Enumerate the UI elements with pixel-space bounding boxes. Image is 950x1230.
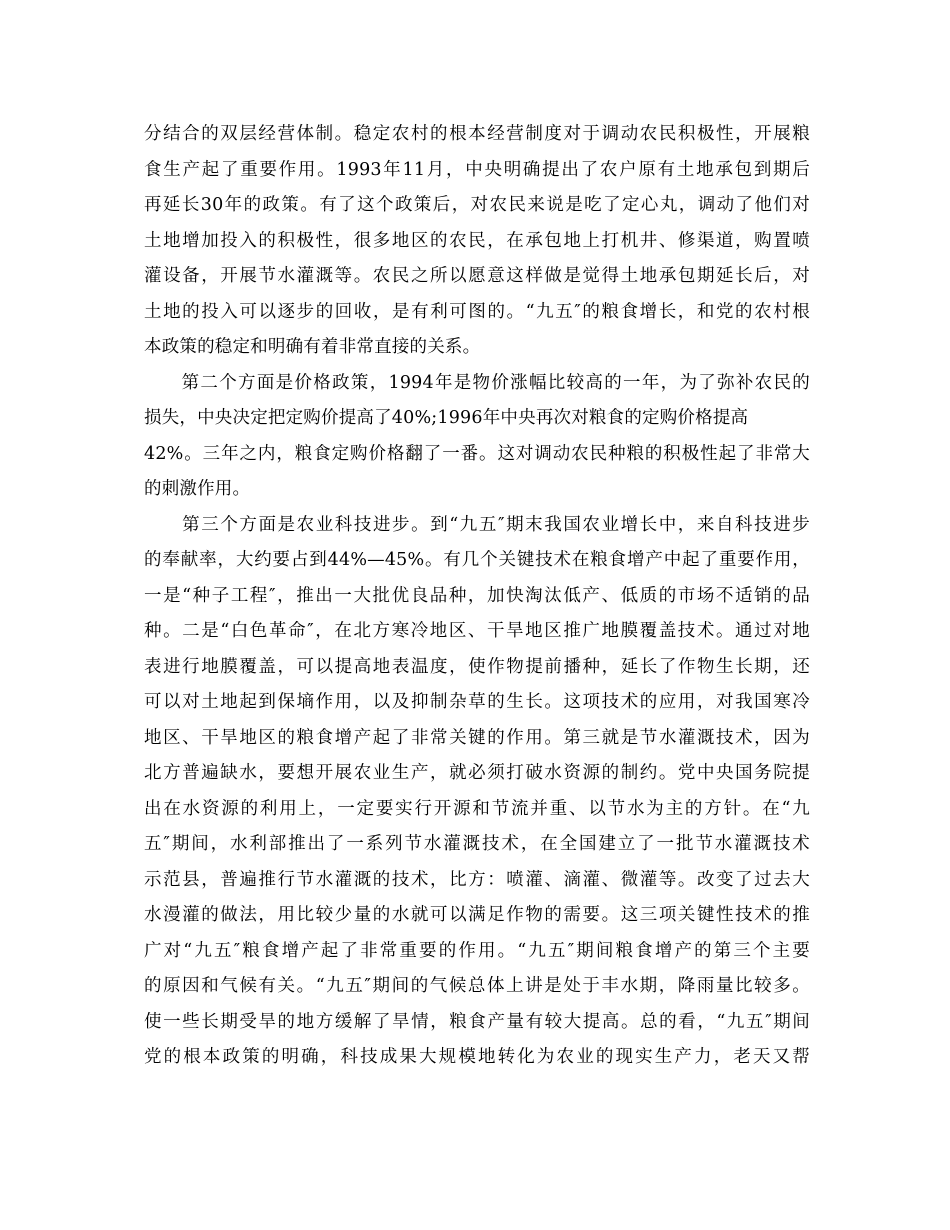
- text-line: 广对“九五″粮食增产起了非常重要的作用。“九五″期间粮食增产的第三个主要: [144, 940, 810, 961]
- text-line: 一是“种子工程″，推出一大批优良品种，加快淘汰低产、低质的市场不适销的品: [144, 585, 810, 606]
- text-line: 种。二是“白色革命″，在北方寒冷地区、干旱地区推广地膜覆盖技术。通过对地: [144, 621, 810, 641]
- text-line: 的原因和气候有关。“九五″期间的气候总体上讲是处于丰水期，降雨量比较多。: [144, 976, 810, 996]
- document-body-text: [144, 117, 810, 1076]
- text-line: 表进行地膜覆盖，可以提高地表温度，使作物提前播种，延长了作物生长期，还: [144, 656, 810, 677]
- text-line: 出在水资源的利用上，一定要实行开源和节流并重、以节水为主的方针。在“九: [144, 798, 810, 819]
- text-line: 土地增加投入的积极性，很多地区的农民，在承包地上打机井、修渠道，购置喷: [144, 230, 810, 251]
- text-line: 党的根本政策的明确，科技成果大规模地转化为农业的现实生产力，老天又帮: [144, 1047, 810, 1067]
- text-line: 土地的投入可以逐步的回收，是有利可图的。“九五″的粮食增长，和党的农村根: [144, 301, 810, 322]
- text-line: 北方普遍缺水，要想开展农业生产，就必须打破水资源的制约。党中央国务院提: [144, 763, 810, 783]
- text-line: 可以对土地起到保墒作用，以及抑制杂草的生长。这项技术的应用，对我国寒冷: [144, 692, 810, 712]
- text-line: 的刺激作用。: [144, 479, 251, 499]
- text-line: 本政策的稳定和明确有着非常直接的关系。: [144, 337, 481, 357]
- text-line: 第三个方面是农业科技进步。到“九五″期末我国农业增长中，来自科技进步: [144, 514, 810, 535]
- text-line: 地区、干旱地区的粮食增产起了非常关键的作用。第三就是节水灌溉技术，因为: [144, 727, 810, 748]
- text-line: 42%。三年之内，粮食定购价格翻了一番。这对调动农民种粮的积极性起了非常大: [144, 443, 810, 464]
- text-line: 分结合的双层经营体制。稳定农村的根本经营制度对于调动农民积极性，开展粮: [144, 124, 810, 144]
- text-line: 水漫灌的做法，用比较少量的水就可以满足作物的需要。这三项关键性技术的推: [144, 905, 810, 925]
- text-line: 使一些长期受旱的地方缓解了旱情，粮食产量有较大提高。总的看，“九五″期间: [144, 1011, 810, 1032]
- text-line: 示范县，普遍推行节水灌溉的技术，比方：喷灌、滴灌、微灌等。改变了过去大: [144, 869, 810, 890]
- text-line: 灌设备，开展节水灌溉等。农民之所以愿意这样做是觉得土地承包期延长后，对: [144, 266, 810, 286]
- text-line: 损失，中央决定把定购价提高了40%;1996年中央再次对粮食的定购价格提高: [144, 408, 749, 428]
- text-line: 五″期间，水利部推出了一系列节水灌溉技术，在全国建立了一批节水灌溉技术: [144, 834, 810, 854]
- text-line: 食生产起了重要作用。1993年11月，中央明确提出了农户原有土地承包到期后: [144, 159, 810, 180]
- text-line: 的奉献率，大约要占到44%—45%。有几个关键技术在粮食增产中起了重要作用，: [144, 550, 810, 570]
- text-line: 第二个方面是价格政策，1994年是物价涨幅比较高的一年，为了弥补农民的: [144, 372, 810, 393]
- text-line: 再延长30年的政策。有了这个政策后，对农民来说是吃了定心丸，调动了他们对: [144, 195, 810, 215]
